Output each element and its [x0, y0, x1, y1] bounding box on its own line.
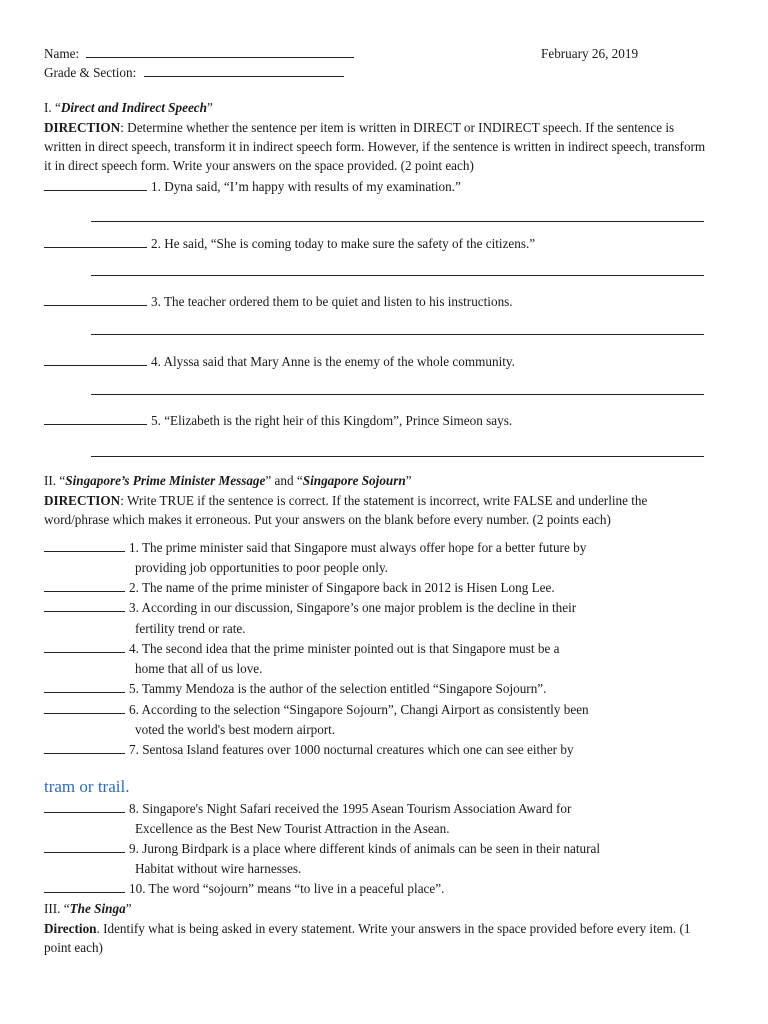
section3-suffix: ” — [125, 901, 132, 916]
section1-suffix: ” — [207, 100, 213, 115]
answer-blank[interactable] — [44, 881, 125, 893]
item-text: 6. According to the selection “Singapore Sojourn”, Changi Airport as consistently been — [129, 702, 589, 717]
direction-label: DIRECTION — [44, 493, 121, 508]
section1-direction — [44, 118, 706, 175]
section2-mid: ” and “ — [265, 473, 303, 488]
s2-item-9 — [44, 841, 600, 857]
item-continuation: Excellence as the Best New Tourist Attraction in the Asean. — [135, 821, 450, 836]
section2-title-b: Singapore Sojourn — [302, 473, 406, 488]
item-text: 2. He said, “She is coming today to make sure the safety of the citizens.” — [151, 236, 536, 251]
section2-heading — [44, 473, 412, 489]
grade-blank[interactable] — [144, 65, 344, 77]
s2-item-2 — [44, 580, 555, 596]
item-text: 8. Singapore's Night Safari received the 1995 Asean Tourism Association Award for — [129, 801, 572, 816]
section1-heading — [44, 100, 213, 116]
section1-title: Direct and Indirect Speech — [60, 100, 207, 115]
date: February 26, 2019 — [541, 46, 639, 61]
s1-item-1 — [44, 179, 461, 195]
item-text: 4. Alyssa said that Mary Anne is the enemy of the whole community. — [151, 354, 515, 369]
answer-blank[interactable] — [44, 801, 125, 813]
section3-title: The Singa — [69, 901, 126, 916]
name-label: Name: — [44, 46, 80, 61]
s1-item-2 — [44, 236, 535, 252]
answer-line[interactable] — [91, 456, 704, 457]
s1-item-5 — [44, 413, 512, 429]
answer-line[interactable] — [91, 221, 704, 222]
s1-item-4 — [44, 354, 515, 370]
answer-blank[interactable] — [44, 681, 125, 693]
answer-line[interactable] — [91, 334, 704, 335]
direction-text: : Write TRUE if the sentence is correct. If the statement is incorrect, write FALSE and underline the word/phrase which makes it erroneous. Put your answers on the blank before every number. (2 points each) — [44, 493, 648, 527]
answer-blank[interactable] — [44, 413, 147, 425]
grade-row — [44, 65, 348, 81]
item-text: 9. Jurong Birdpark is a place where different kinds of animals can be seen in their natural — [129, 841, 601, 856]
section3-heading — [44, 901, 132, 917]
item-text: 10. The word “sojourn” means “to live in a peaceful place”. — [129, 881, 445, 896]
item-continuation: Habitat without wire harnesses. — [135, 861, 302, 876]
answer-blank[interactable] — [44, 641, 125, 653]
s2-item-1 — [44, 540, 586, 556]
item-text: 5. Tammy Mendoza is the author of the selection entitled “Singapore Sojourn”. — [129, 681, 547, 696]
answer-blank[interactable] — [44, 236, 147, 248]
answer-line[interactable] — [91, 275, 704, 276]
answer-blank[interactable] — [44, 294, 147, 306]
s2-item-5 — [44, 681, 546, 697]
section1-prefix: I. “ — [44, 100, 61, 115]
answer-blank[interactable] — [44, 742, 125, 754]
answer-blank[interactable] — [44, 580, 125, 592]
direction-label: Direction — [44, 921, 97, 936]
item-text: 5. “Elizabeth is the right heir of this Kingdom”, Prince Simeon says. — [151, 413, 513, 428]
section2-title-a: Singapore’s Prime Minister Message — [65, 473, 266, 488]
direction-text: . Identify what is being asked in every statement. Write your answers in the space provided before every item. (1 point each) — [44, 921, 691, 955]
answer-blank[interactable] — [44, 841, 125, 853]
s2-item-8 — [44, 801, 571, 817]
grade-label: Grade & Section: — [44, 65, 137, 80]
section2-suffix: ” — [405, 473, 412, 488]
item-continuation: providing job opportunities to poor people only. — [135, 560, 388, 575]
s2-item-6 — [44, 702, 589, 718]
item-text: 3. According in our discussion, Singapore’s one major problem is the decline in their — [129, 600, 577, 615]
section2-prefix: II. “ — [44, 473, 66, 488]
s1-item-3 — [44, 294, 513, 310]
direction-text: : Determine whether the sentence per item is written in DIRECT or INDIRECT speech. If the sentence is written in direct speech, transform it in indirect speech form. However, if the sentence is written in indirect speech, transform it in direct speech form. Write your answers on the space provided. (2 point each) — [44, 120, 706, 173]
item-text: 7. Sentosa Island features over 1000 nocturnal creatures which one can see either by — [129, 742, 574, 757]
item-continuation: fertility trend or rate. — [135, 621, 246, 636]
section3-prefix: III. “ — [44, 901, 70, 916]
name-row — [44, 46, 358, 62]
answer-blank[interactable] — [44, 179, 147, 191]
s2-item-4 — [44, 641, 559, 657]
s2-item-3 — [44, 600, 576, 616]
section2-direction — [44, 491, 706, 529]
item-continuation: home that all of us love. — [135, 661, 263, 676]
item-text: 4. The second idea that the prime minister pointed out is that Singapore must be a — [129, 641, 560, 656]
name-blank[interactable] — [86, 46, 354, 58]
answer-blank[interactable] — [44, 600, 125, 612]
item-text: 2. The name of the prime minister of Singapore back in 2012 is Hisen Long Lee. — [129, 580, 555, 595]
answer-blank[interactable] — [44, 540, 125, 552]
item-text: 1. Dyna said, “I’m happy with results of my examination.” — [151, 179, 461, 194]
section3-direction — [44, 919, 706, 957]
item-text: 3. The teacher ordered them to be quiet and listen to his instructions. — [151, 294, 513, 309]
s2-item-10 — [44, 881, 444, 897]
s2-item-7 — [44, 742, 574, 758]
direction-label: DIRECTION — [44, 120, 121, 135]
answer-blank[interactable] — [44, 702, 125, 714]
item-text: 1. The prime minister said that Singapore must always offer hope for a better future by — [129, 540, 587, 555]
item-continuation: voted the world's best modern airport. — [135, 722, 336, 737]
answer-blank[interactable] — [44, 354, 147, 366]
item7-continuation: tram or trail. — [44, 777, 130, 796]
answer-line[interactable] — [91, 394, 704, 395]
